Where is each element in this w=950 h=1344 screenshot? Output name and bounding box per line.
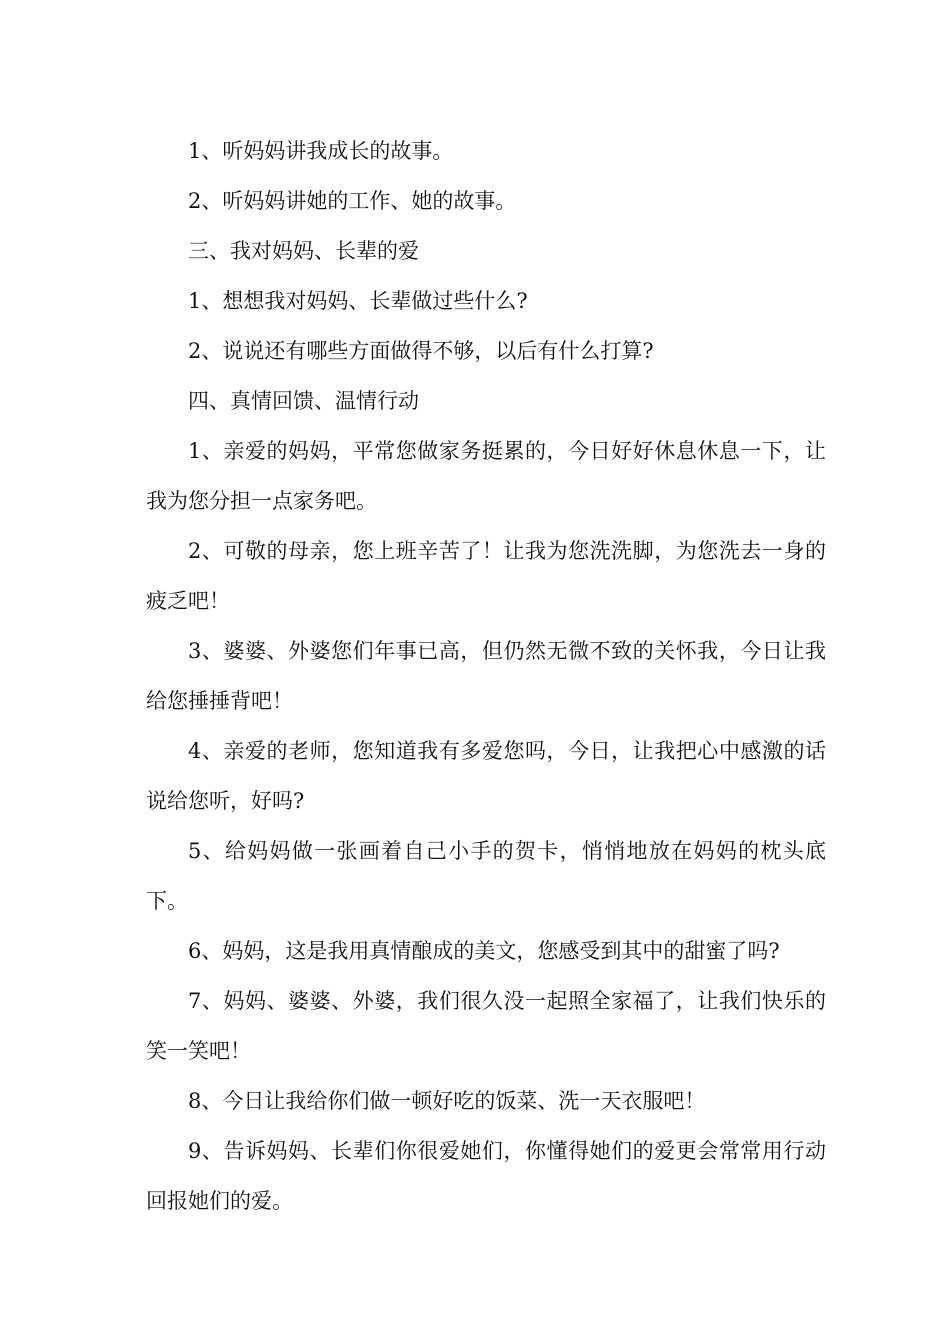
document-body (146, 126, 826, 1226)
paragraph-item-5: 5、给妈妈做一张画着自己小手的贺卡，悄悄地放在妈妈的枕头底下。 (146, 839, 826, 913)
paragraph-item-4: 4、亲爱的老师，您知道我有多爱您吗，今日，让我把心中感激的话说给您听，好吗? (146, 739, 826, 813)
paragraph-item-9: 9、告诉妈妈、长辈们你很爱她们，你懂得她们的爱更会常常用行动回报她们的爱。 (146, 1139, 826, 1213)
paragraph-item-2: 2、可敬的母亲，您上班辛苦了！让我为您洗洗脚，为您洗去一身的疲乏吧！ (146, 539, 826, 613)
paragraph-think-what-done: 1、想想我对妈妈、长辈做过些什么? (188, 289, 528, 313)
paragraph-item-7: 7、妈妈、婆婆、外婆，我们很久没一起照全家福了，让我们快乐的笑一笑吧！ (146, 989, 826, 1063)
paragraph-item-3: 3、婆婆、外婆您们年事已高，但仍然无微不致的关怀我，今日让我给您捶捶背吧！ (146, 639, 826, 713)
section-heading-three: 三、我对妈妈、长辈的爱 (188, 239, 419, 263)
paragraph-item-8: 8、今日让我给你们做一顿好吃的饭菜、洗一天衣服吧！ (188, 1089, 706, 1113)
section-heading-four: 四、真情回馈、温情行动 (188, 389, 419, 413)
paragraph-listen-work-story: 2、听妈妈讲她的工作、她的故事。 (188, 189, 517, 213)
paragraph-listen-growth-story: 1、听妈妈讲我成长的故事。 (188, 139, 454, 163)
paragraph-item-6: 6、妈妈，这是我用真情酿成的美文，您感受到其中的甜蜜了吗? (188, 939, 780, 963)
paragraph-what-lacking: 2、说说还有哪些方面做得不够，以后有什么打算? (188, 339, 654, 363)
paragraph-item-1: 1、亲爱的妈妈，平常您做家务挺累的，今日好好休息休息一下，让我为您分担一点家务吧。 (146, 439, 826, 513)
